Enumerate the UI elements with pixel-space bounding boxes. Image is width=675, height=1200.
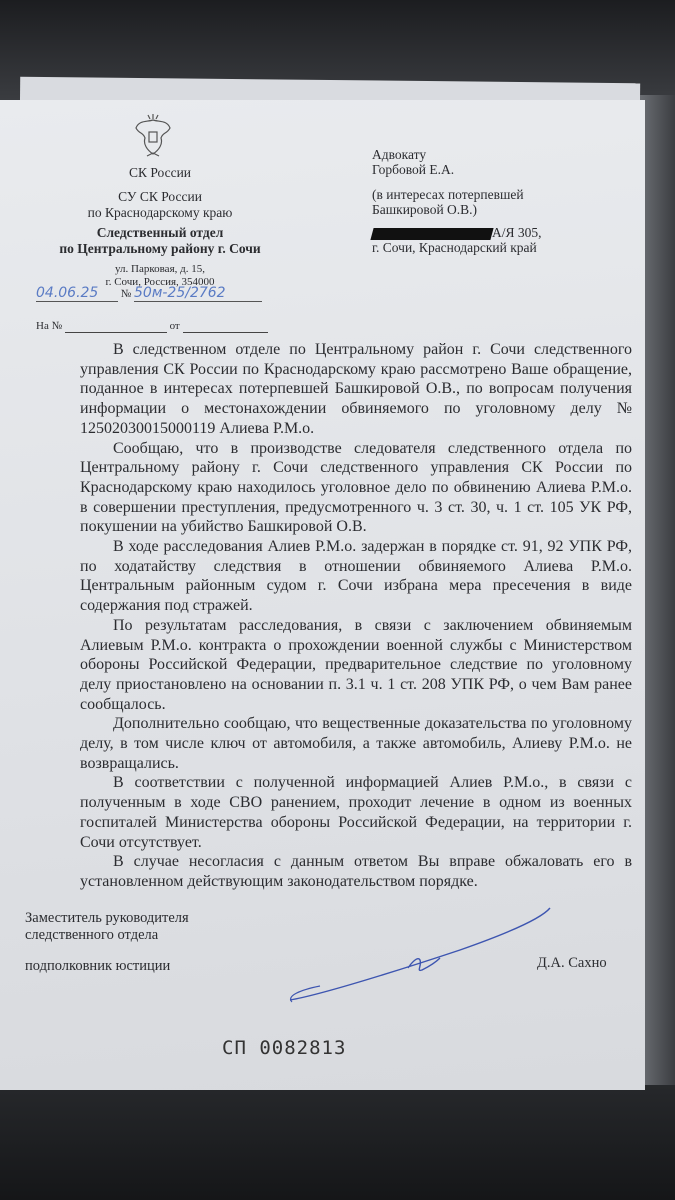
recipient-address (372, 225, 542, 240)
reply-date-blank (183, 320, 268, 333)
recipient-note-name: Башкировой О.В.) (372, 202, 478, 217)
signer-name: Д.А. Сахно (537, 955, 607, 971)
reply-reference-line (36, 320, 268, 333)
letter-body (80, 340, 632, 892)
reply-label: На № (36, 320, 63, 332)
dept-district: по Центральному району г. Сочи (59, 241, 261, 256)
paragraph: В соответствии с полученной информацией Алиев Р.М.о., в связи с полученным в ходе СВО ранением, проходит лечение в одном из военных госпиталей Министерства обороны Российской Федерации, на территории г. Сочи отсутствует. (80, 774, 632, 851)
org-name: СК России (128, 165, 192, 180)
dept-name: Следственный отдел (96, 225, 224, 240)
paragraph: В ходе расследования Алиев Р.М.о. задержан в порядке ст. 91, 92 УПК РФ, по ходатайству следствия в отношении обвиняемого Алиева Р.М.о. Центральным районным судом г. Сочи избрана мера пресечения в виде содержания под стражей. (80, 538, 632, 615)
letter-page (0, 100, 645, 1090)
paragraph: Сообщаю, что в производстве следователя следственного отдела по Центральному району г. Сочи следственного управления СК России по Краснодарскому краю находилось уголовное дело по обвинению Алиева Р.М.о. в совершении преступления, предусмотренного ч. 3 ст. 30, ч. 1 ст. 105 УК РФ, покушении на убийство Башкировой О.В. (80, 439, 632, 536)
signer-rank: подполковник юстиции (25, 958, 171, 974)
signer-title-line1: Заместитель руководителя (25, 910, 189, 926)
number-handwritten: 50м-25/2762 (134, 285, 262, 302)
address-street: ул. Парковая, д. 15, (115, 263, 205, 275)
handwritten-signature (280, 900, 560, 1010)
form-serial-number: СП 0082813 (222, 1037, 347, 1059)
redaction (370, 228, 493, 240)
recipient-city: г. Сочи, Краснодарский край (372, 240, 537, 255)
recipient-note: (в интересах потерпевшей (372, 187, 524, 202)
paragraph: Дополнительно сообщаю, что вещественные доказательства по уголовному делу, в том числе ключ от автомобиля, а также автомобиль, Алиеву Р.М.о. не возвращались. (80, 715, 632, 772)
date-handwritten: 04.06.25 (36, 285, 118, 302)
address-city: г. Сочи, Россия, 354000 (105, 276, 215, 288)
paragraph: В случае несогласия с данным ответом Вы вправе обжаловать его в установленном действующим законодательством порядке. (80, 853, 632, 890)
number-label: № (120, 288, 132, 300)
recipient-title: Адвокату (372, 147, 427, 162)
background-right (640, 95, 675, 1095)
recipient-block (372, 147, 542, 255)
letterhead (40, 145, 280, 289)
signer-title-line2: следственного отдела (25, 927, 159, 943)
recipient-name: Горбовой Е.А. (372, 162, 455, 177)
paragraph: По результатам расследования, в связи с заключением обвиняемым Алиевым Р.М.о. контракта о прохождении военной службы с Министерством обороны Российской Федерации, предварительное следствие по уголовному делу приостановлено на основании п. 3.1 ч. 1 ст. 208 УПК РФ, о чем Вам ранее сообщалось. (80, 616, 632, 713)
from-label: от (169, 320, 180, 332)
org-subdivision: СУ СК России (118, 189, 202, 204)
org-region: по Краснодарскому краю (87, 205, 233, 220)
background-bottom (0, 1085, 675, 1200)
registration-line (36, 285, 262, 302)
reply-number-blank (65, 320, 167, 333)
po-box: А/Я 305, (492, 225, 542, 240)
signer-title (25, 910, 189, 944)
paragraph: В следственном отделе по Центральному район г. Сочи следственного управления СК России по Краснодарскому краю рассмотрено Ваше обращение, поданное в интересах потерпевшей Башкировой О.В., по вопросам получения информации о местонахождении обвиняемого по уголовному делу № 12502030015000119 Алиева Р.М.о. (80, 341, 632, 437)
